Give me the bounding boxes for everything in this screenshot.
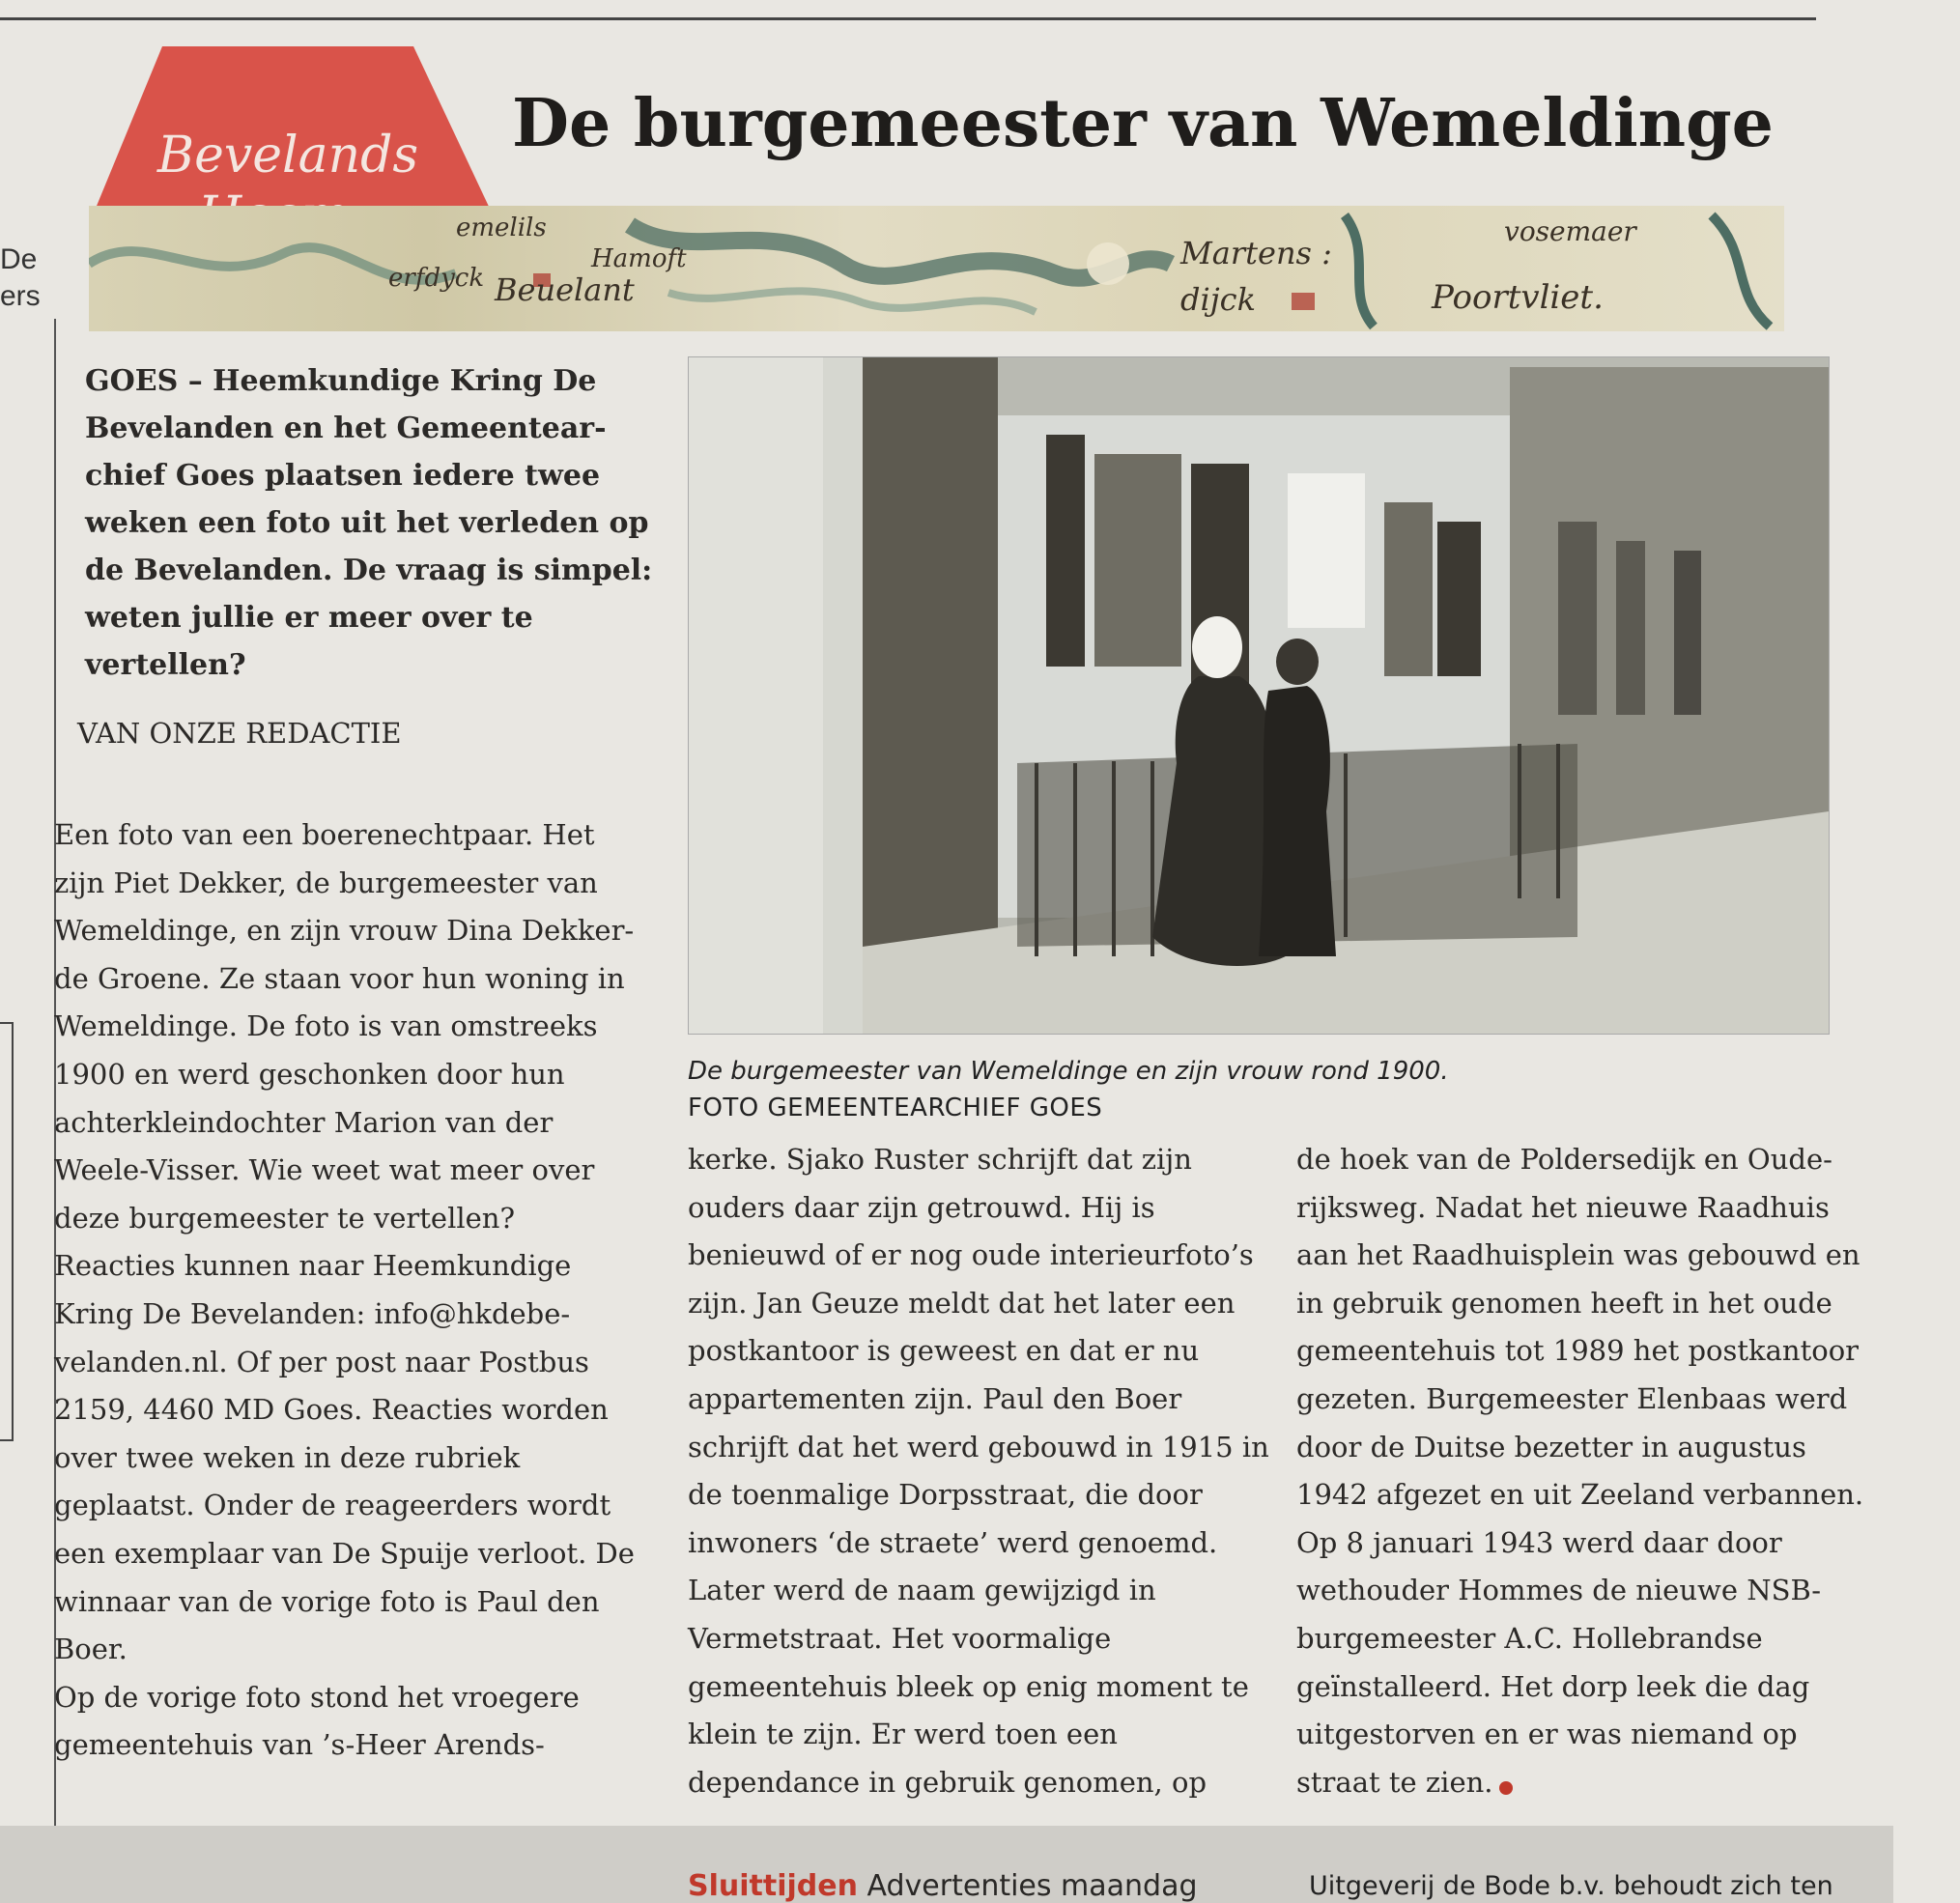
map-label: Beuelant [495, 271, 635, 308]
top-rule [0, 17, 1816, 20]
photo-credit: FOTO GEMEENTEARCHIEF GOES [688, 1094, 1103, 1122]
footer-text: Advertenties maandag [866, 1869, 1198, 1903]
map-label: emelils [456, 213, 547, 242]
body-column-3 [1296, 1136, 1881, 1806]
map-banner [89, 206, 1784, 331]
map-label: Hamoft [591, 244, 687, 273]
badge-line1: Bevelands [156, 127, 419, 185]
body-paragraph: Een foto van een boerenechtpaar. Het zijn Piet Dekker, de burgemeester van Wemeldinge, en zijn vrouw Dina Dekker-de Groene. Ze staan voor hun woning in Wemeldinge. De foto is van omstreeks 1900 en werd geschonken door hun achterkleindochter Marion van der Weele-Visser. Wie weet wat meer over deze burgemeester te vertellen? [54, 818, 635, 1235]
adjacent-article-edge [0, 241, 41, 315]
map-label: Poortvliet. [1432, 278, 1604, 317]
end-mark-icon [1499, 1781, 1513, 1795]
map-label: dijck [1180, 281, 1256, 318]
photo-caption [688, 1053, 1828, 1126]
body-column-2: kerke. Sjako Ruster schrijft dat zijn ouders daar zijn getrouwd. Hij is benieuwd of er nog oude interieurfoto’s zijn. Jan Geuze meldt dat het later een postkantoor is geweest en dat er nu appartementen zijn. Paul den Boer schrijft dat het werd gebouwd in 1915 in de toenmalige Dorpsstraat, die door inwoners ‘de straete’ werd genoemd. Later werd de naam gewijzigd in Vermetstraat. Het voormalige gemeentehuis bleek op enig moment te klein te zijn. Er werd toen een dependance in gebruik genomen, op [688, 1143, 1269, 1799]
article-title: De burgemeester van Wemeldinge [512, 85, 1774, 162]
article-lead: GOES – Heemkundige Kring De Bevelanden en het Gemeentearchief Goes plaatsen iedere twee weken een foto uit het verleden op de Bevelanden. De vraag is simpel: weten jullie er meer over te vertellen? [85, 364, 653, 682]
footer-red-label: Sluittijden [688, 1869, 858, 1903]
edge-text-line: ers [0, 280, 41, 312]
body-paragraph: de hoek van de Poldersedijk en Ouderijksweg. Nadat het nieuwe Raadhuis aan het Raadhuisplein was gebouwd en in gebruik genomen heeft in het oude gemeentehuis tot 1989 het postkantoor gezeten. Burgemeester Elenbaas werd door de Duitse bezetter in augustus 1942 afgezet en uit Zeeland verbannen. Op 8 januari 1943 werd daar door wethouder Hommes de nieuwe NSB-burgemeester A.C. Hollebrandse geïnstalleerd. Het dorp leek die dag uitgestorven en er was niemand op straat te zien. [1296, 1143, 1864, 1799]
map-label: Martens : [1180, 235, 1332, 271]
photo-illustration [689, 357, 1829, 1034]
caption-text: De burgemeester van Wemeldinge en zijn vrouw rond 1900. [688, 1057, 1449, 1086]
body-paragraph: Reacties kunnen naar Heemkundige Kring De Bevelanden: info@hkdebevelanden.nl. Of per post naar Postbus 2159, 4460 MD Goes. Reacties worden over twee weken in deze rubriek geplaatst. Onder de reageerders wordt een exemplaar van De Spuije verloot. De winnaar van de vorige foto is Paul den Boer. [54, 1249, 635, 1666]
footer-publisher-note: Uitgeverij de Bode b.v. behoudt zich ten [1309, 1871, 1833, 1901]
body-paragraph: Op de vorige foto stond het vroegere gemeentehuis van ’s-Heer Arends- [54, 1680, 580, 1762]
article-photo [688, 356, 1830, 1035]
edge-text-line: De [0, 243, 38, 275]
map-label: vosemaer [1504, 215, 1636, 247]
map-label: erfdyck [388, 264, 485, 293]
byline: VAN ONZE REDACTIE [77, 717, 402, 750]
adjacent-box-edge [0, 1022, 14, 1441]
body-column-1 [54, 811, 653, 1770]
footer-notice [688, 1869, 1198, 1903]
